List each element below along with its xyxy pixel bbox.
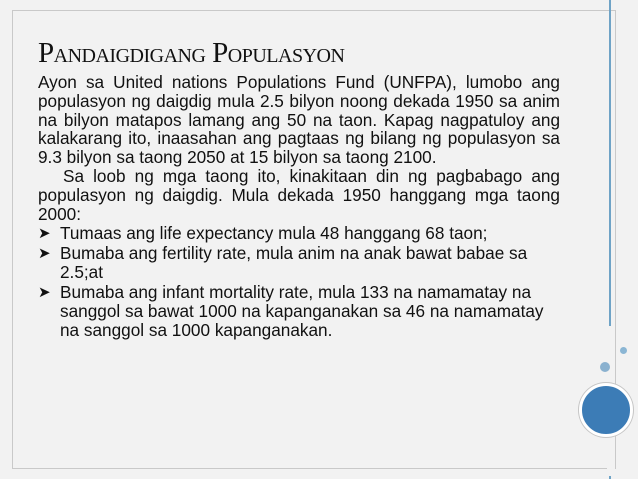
arrow-bullet-icon: ➤: [38, 284, 51, 302]
list-item: [38, 283, 560, 340]
list-item: [38, 244, 560, 282]
list-item: [38, 224, 560, 243]
arrow-bullet-icon: ➤: [38, 245, 51, 263]
slide-body: [38, 73, 560, 340]
title-initial-1: P: [38, 37, 54, 69]
bullet-text: Bumaba ang infant mortality rate, mula 133 na namamatay na sanggol sa bawat 1000 na kapanganakan sa 46 na namamatay na sanggol sa 1000 kapanganakan.: [60, 282, 544, 341]
decorative-dot-medium: [600, 362, 610, 372]
decorative-dot-small: [620, 347, 627, 354]
bullet-list: [38, 224, 560, 340]
arrow-bullet-icon: ➤: [38, 225, 51, 243]
paragraph-changes: Sa loob ng mga taong ito, kinakitaan din ng pagbabago ang populasyon ng daigdig. Mula dekada 1950 hanggang mga taong 2000:: [38, 165, 560, 224]
bullet-text: Tumaas ang life expectancy mula 48 hanggang 68 taon;: [60, 223, 488, 244]
paragraph-intro: Ayon sa United nations Populations Fund (UNFPA), lumobo ang populasyon ng daigdig mula 2.5 bilyon noong dekada 1950 sa anim na bilyon matapos lamang ang 50 na taon. Kapag nagpatuloy ang kalakarang ito, inaasahan ang pagtaas ng bilang ng populasyon sa 9.3 bilyon sa taong 2050 at 15 bilyon sa taong 2100.: [38, 72, 560, 168]
bullet-text: Bumaba ang fertility rate, mula anim na anak bawat babae sa 2.5;at: [60, 243, 528, 283]
title-initial-2: P: [212, 37, 228, 69]
decorative-circle: [579, 383, 633, 437]
title-rest-2: OPULASYON: [227, 45, 345, 67]
title-rest-1: ANDAIGDIGANG: [53, 45, 206, 67]
slide-title: [38, 37, 344, 72]
